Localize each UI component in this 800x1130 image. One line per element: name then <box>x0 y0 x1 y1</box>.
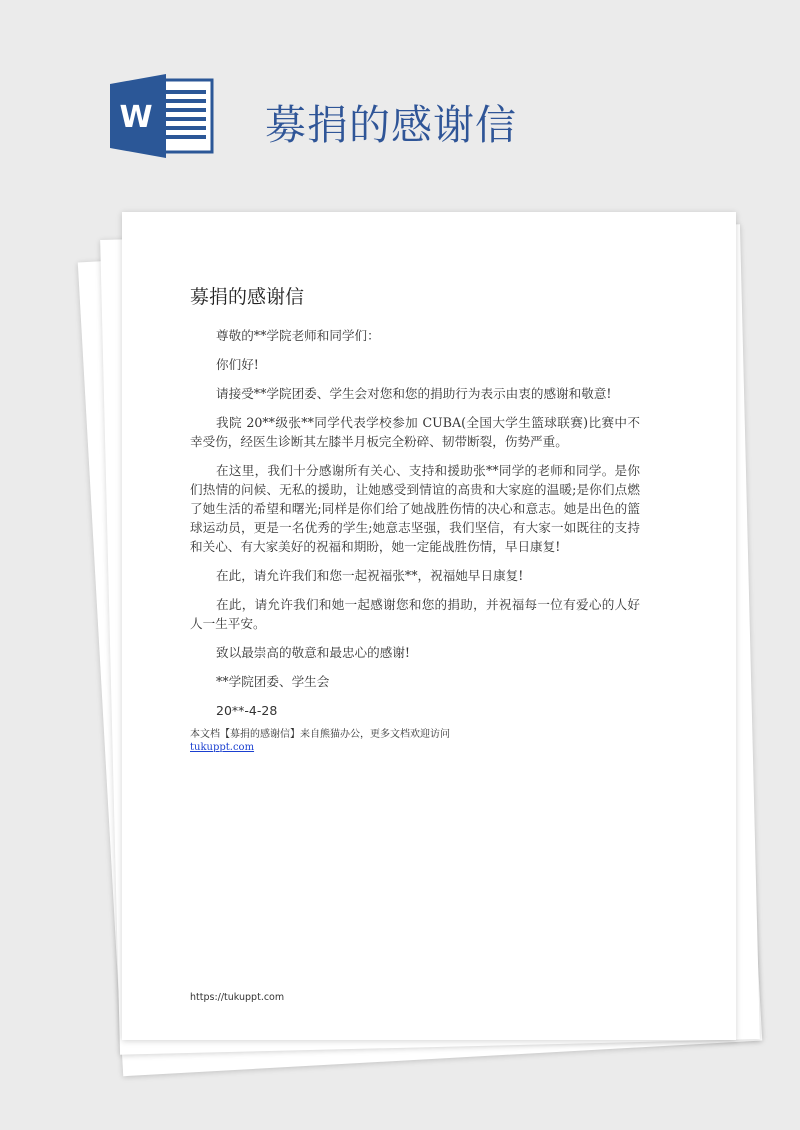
closing-line: 致以最崇高的敬意和最忠心的感谢! <box>216 645 410 660</box>
greeting: 你们好! <box>216 357 259 372</box>
document-body <box>190 326 640 730</box>
source-note <box>190 728 450 754</box>
word-logo-letter: W <box>119 100 153 135</box>
microsoft-word-icon <box>110 74 214 158</box>
salutation: 尊敬的**学院老师和同学们： <box>216 328 380 343</box>
signature: **学院团委、学生会 <box>216 674 330 689</box>
page-title: 募捐的感谢信 <box>265 101 517 149</box>
body-paragraph: 请接受**学院团委、学生会对您和您的捐助行为表示由衷的感谢和敬意! <box>216 386 612 401</box>
document-title: 募捐的感谢信 <box>190 286 305 308</box>
page-footer-url: https://tukuppt.com <box>190 992 285 1003</box>
body-paragraph: 在此，请允许我们和她一起感谢您和您的捐助，并祝福每一位有爱心的人好人一生平安。 <box>190 597 640 631</box>
letter-date: 20**-4-28 <box>216 703 278 718</box>
source-note-text: 本文档【募捐的感谢信】来自熊猫办公，更多文档欢迎访问 <box>190 729 450 740</box>
body-paragraph: 我院 20**级张**同学代表学校参加 CUBA(全国大学生篮球联赛)比赛中不幸受伤，经医生诊断其左膝半月板完全粉碎、韧带断裂，伤势严重。 <box>190 415 640 449</box>
body-paragraph: 在此，请允许我们和您一起祝福张**，祝福她早日康复! <box>216 568 524 583</box>
source-link[interactable]: tukuppt.com <box>190 742 255 753</box>
body-paragraph: 在这里，我们十分感谢所有关心、支持和援助张**同学的老师和同学。是你们热情的问候、无私的援助，让她感受到情谊的高贵和大家庭的温暖;是你们点燃了她生活的希望和曙光;同样是你们给了她战胜伤情的决心和意志。她是出色的篮球运动员，更是一名优秀的学生;她意志坚强，我们坚信，有大家一如既往的支持和关心、有大家美好的祝福和期盼，她一定能战胜伤情，早日康复! <box>190 463 640 554</box>
